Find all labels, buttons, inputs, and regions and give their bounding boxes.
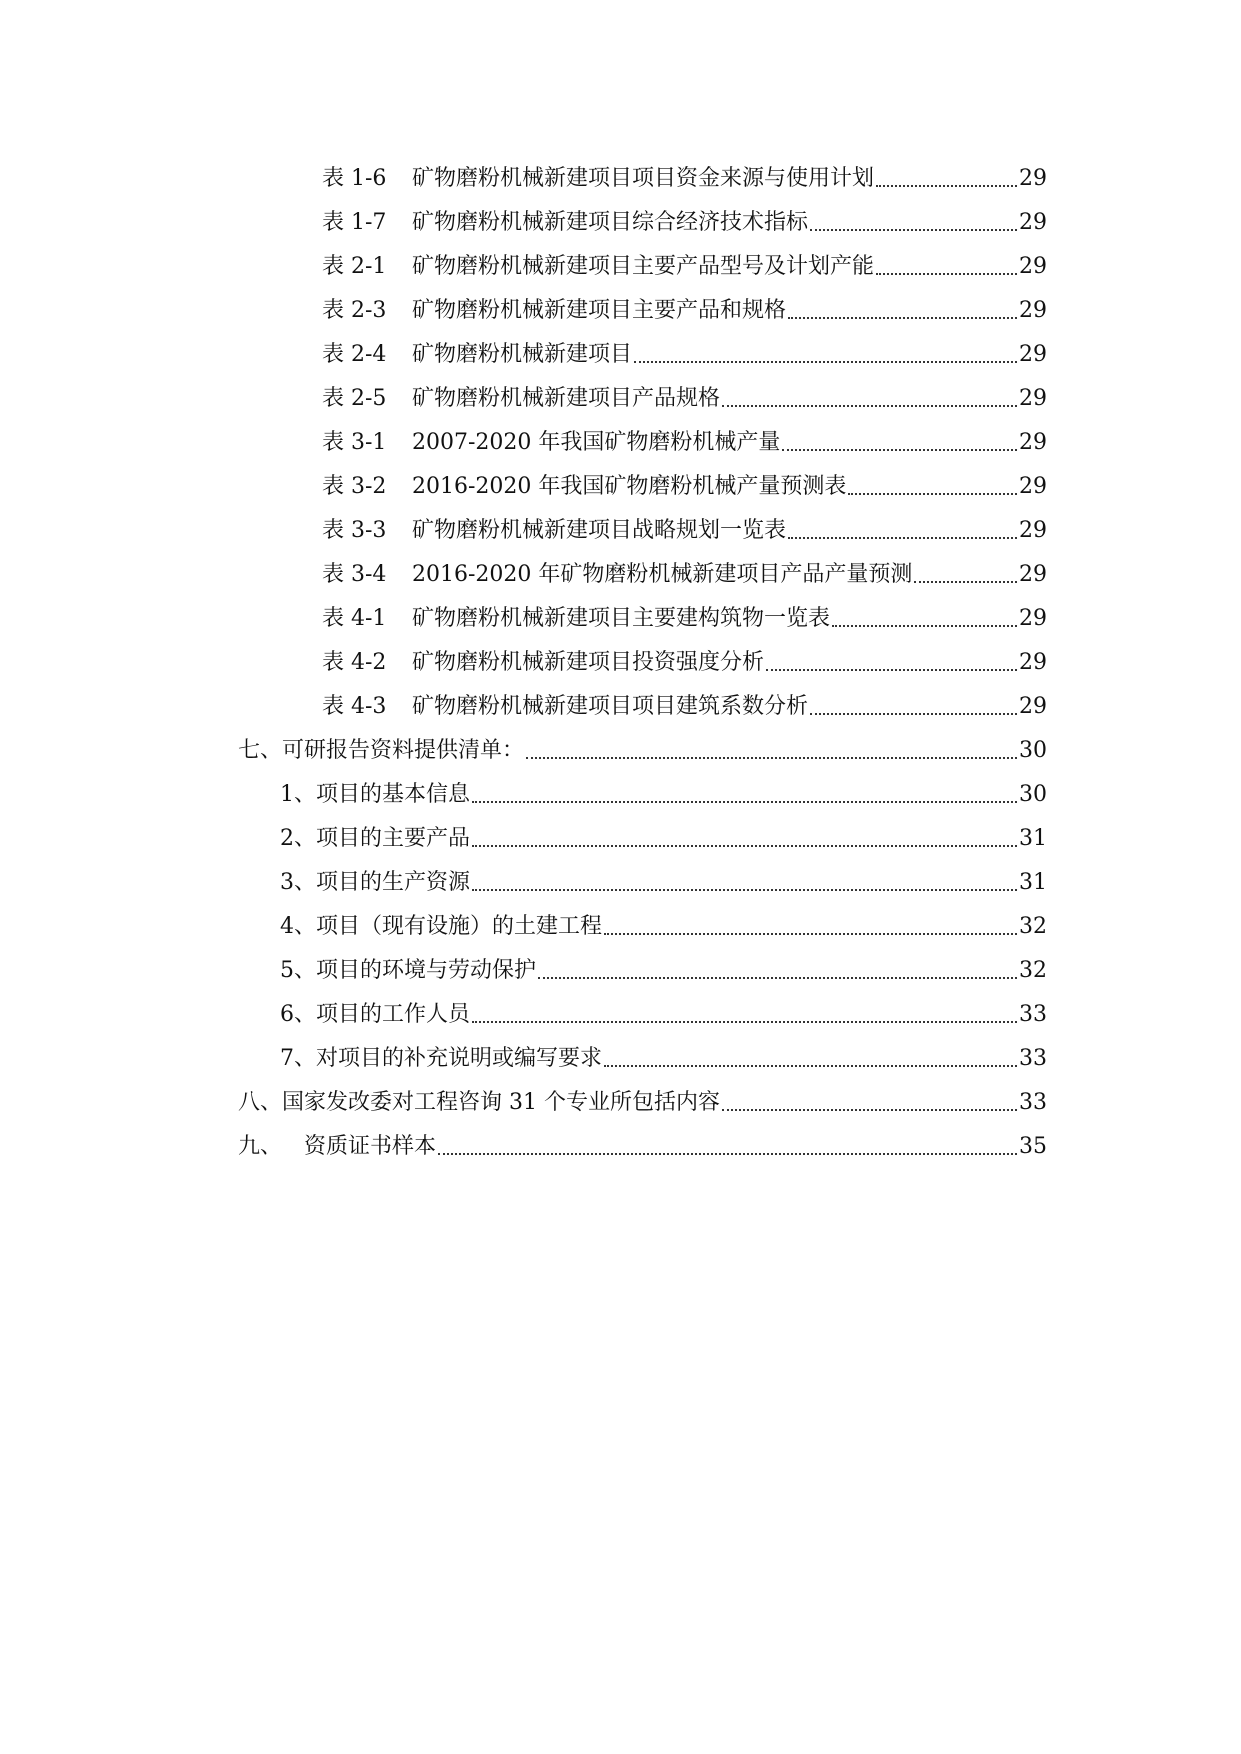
- toc-section-9[interactable]: [238, 1118, 1045, 1158]
- toc-page-number: 29: [1019, 474, 1047, 499]
- toc-subentry[interactable]: [280, 898, 1045, 938]
- toc-page-number: 29: [1019, 210, 1047, 235]
- toc-subentry-number: 6、: [280, 1002, 316, 1027]
- toc-entry-number: 表 4-1: [322, 606, 387, 631]
- toc-page-number: 30: [1019, 782, 1047, 807]
- toc-page-number: 29: [1019, 606, 1047, 631]
- toc-entry[interactable]: [322, 458, 1045, 498]
- toc-page-number: 33: [1019, 1002, 1047, 1027]
- toc-page-number: 35: [1019, 1134, 1047, 1159]
- toc-entry-title: 矿物磨粉机械新建项目主要产品型号及计划产能: [412, 254, 875, 279]
- toc-page-number: 29: [1019, 430, 1047, 455]
- dot-leader: [876, 177, 1017, 187]
- toc-entry-label: [280, 828, 470, 850]
- toc-subentry-title: 项目的主要产品: [316, 826, 471, 851]
- toc-section-7[interactable]: [238, 722, 1045, 762]
- toc-page-number: 29: [1019, 342, 1047, 367]
- toc-entry-label: [322, 168, 874, 190]
- toc-entry-title: 矿物磨粉机械新建项目: [412, 342, 633, 367]
- toc-subentry[interactable]: [280, 766, 1045, 806]
- toc-entry-title: 矿物磨粉机械新建项目综合经济技术指标: [412, 210, 809, 235]
- toc-page-number: 33: [1019, 1090, 1047, 1115]
- toc-entry-label: [280, 1004, 470, 1026]
- dot-leader: [472, 837, 1017, 847]
- toc-page-number: 29: [1019, 298, 1047, 323]
- dot-leader: [788, 529, 1017, 539]
- toc-page-number: 29: [1019, 254, 1047, 279]
- toc-entry-number: 表 2-4: [322, 342, 387, 367]
- toc-entry-title: 矿物磨粉机械新建项目主要建构筑物一览表: [412, 606, 831, 631]
- toc-page-number: 31: [1019, 870, 1047, 895]
- toc-section-number: 八、: [238, 1090, 283, 1115]
- toc-entry-number: 表 2-3: [322, 298, 387, 323]
- toc-entry[interactable]: [322, 282, 1045, 322]
- toc-entry[interactable]: [322, 326, 1045, 366]
- toc-subentry-title: 项目的生产资源: [316, 870, 471, 895]
- toc-subentry[interactable]: [280, 1030, 1045, 1070]
- toc-subentry-title: 项目的基本信息: [316, 782, 471, 807]
- toc-entry-number: 表 3-3: [322, 518, 387, 543]
- dot-leader: [472, 1013, 1017, 1023]
- toc-entry-title: 2016-2020 年矿物磨粉机械新建项目产品产量预测: [412, 562, 913, 587]
- toc-page-number: 29: [1019, 694, 1047, 719]
- toc-section-number: 七、: [238, 738, 283, 763]
- toc-entry-title: 矿物磨粉机械新建项目产品规格: [412, 386, 721, 411]
- dot-leader: [810, 221, 1017, 231]
- dot-leader: [722, 1101, 1017, 1111]
- toc-section-number: 九、: [238, 1134, 283, 1159]
- toc-section-title: 可研报告资料提供清单：: [282, 738, 525, 763]
- toc-entry-label: [280, 960, 536, 982]
- dot-leader: [634, 353, 1017, 363]
- toc-entry[interactable]: [322, 678, 1045, 718]
- toc-section-8[interactable]: [238, 1074, 1045, 1114]
- toc-page-number: 29: [1019, 562, 1047, 587]
- toc-entry-label: [280, 916, 602, 938]
- toc-page-number: 32: [1019, 914, 1047, 939]
- dot-leader: [914, 573, 1017, 583]
- toc-entry-number: 表 4-3: [322, 694, 387, 719]
- dot-leader: [438, 1145, 1017, 1155]
- dot-leader: [604, 925, 1017, 935]
- toc-subentry-number: 3、: [280, 870, 316, 895]
- toc-entry-number: 表 1-7: [322, 210, 387, 235]
- toc-entry-label: [280, 872, 470, 894]
- toc-section-title: 国家发改委对工程咨询 31 个专业所包括内容: [282, 1090, 720, 1115]
- toc-entry-title: 矿物磨粉机械新建项目项目建筑系数分析: [412, 694, 809, 719]
- toc-entry-label: [238, 1092, 720, 1114]
- toc-entry-label: [322, 300, 786, 322]
- dot-leader: [604, 1057, 1017, 1067]
- toc-entry-label: [322, 256, 874, 278]
- dot-leader: [788, 309, 1017, 319]
- toc-entry-label: [238, 740, 524, 762]
- toc-entry-label: [322, 476, 846, 498]
- toc-subentry[interactable]: [280, 810, 1045, 850]
- toc-subentry-title: 项目的环境与劳动保护: [316, 958, 537, 983]
- toc-subentry-title: 项目（现有设施）的土建工程: [316, 914, 603, 939]
- toc-entry-label: [322, 212, 808, 234]
- dot-leader: [526, 749, 1017, 759]
- toc-subentry-number: 5、: [280, 958, 316, 983]
- dot-leader: [538, 969, 1017, 979]
- toc-subentry[interactable]: [280, 986, 1045, 1026]
- toc-entry-title: 矿物磨粉机械新建项目战略规划一览表: [412, 518, 787, 543]
- toc-entry-label: [322, 608, 830, 630]
- toc-entry-number: 表 3-2: [322, 474, 387, 499]
- toc-entry-label: [322, 388, 720, 410]
- toc-entry-number: 表 3-1: [322, 430, 387, 455]
- toc-entry[interactable]: [322, 414, 1045, 454]
- toc-entry-number: 表 3-4: [322, 562, 387, 587]
- toc-page-number: 30: [1019, 738, 1047, 763]
- toc-entry-number: 表 4-2: [322, 650, 387, 675]
- toc-entry-title: 2007-2020 年我国矿物磨粉机械产量: [412, 430, 781, 455]
- toc-entry-title: 矿物磨粉机械新建项目投资强度分析: [412, 650, 765, 675]
- toc-entry-title: 矿物磨粉机械新建项目项目资金来源与使用计划: [412, 166, 875, 191]
- toc-entry-number: 表 1-6: [322, 166, 387, 191]
- toc-page-number: 33: [1019, 1046, 1047, 1071]
- dot-leader: [876, 265, 1017, 275]
- toc-section-title: 资质证书样本: [304, 1134, 437, 1159]
- toc-entry-title: 2016-2020 年我国矿物磨粉机械产量预测表: [412, 474, 847, 499]
- toc-subentry[interactable]: [280, 942, 1045, 982]
- toc-entry-label: [322, 696, 808, 718]
- toc-subentry-number: 1、: [280, 782, 316, 807]
- toc-entry[interactable]: [322, 150, 1045, 190]
- toc-subentry-title: 对项目的补充说明或编写要求: [316, 1046, 603, 1071]
- toc-subentry-title: 项目的工作人员: [316, 1002, 471, 1027]
- toc-entry-number: 表 2-5: [322, 386, 387, 411]
- toc-entry-label: [280, 1048, 602, 1070]
- toc-subentry-number: 4、: [280, 914, 316, 939]
- toc-entry-label: [322, 564, 912, 586]
- toc-entry[interactable]: [322, 502, 1045, 542]
- toc-entry-label: [322, 520, 786, 542]
- toc-page-number: 32: [1019, 958, 1047, 983]
- toc-entry-label: [238, 1136, 436, 1158]
- toc-subentry-number: 7、: [280, 1046, 316, 1071]
- toc-subentry-number: 2、: [280, 826, 316, 851]
- dot-leader: [832, 617, 1017, 627]
- toc-subentry[interactable]: [280, 854, 1045, 894]
- toc-page-number: 31: [1019, 826, 1047, 851]
- toc-entry-label: [322, 652, 764, 674]
- dot-leader: [848, 485, 1017, 495]
- toc-entry-label: [322, 344, 632, 366]
- dot-leader: [472, 881, 1017, 891]
- toc-entry-number: 表 2-1: [322, 254, 387, 279]
- toc-page-number: 29: [1019, 518, 1047, 543]
- toc-entry[interactable]: [322, 238, 1045, 278]
- dot-leader: [472, 793, 1017, 803]
- toc-entry[interactable]: [322, 194, 1045, 234]
- toc-entry[interactable]: [322, 634, 1045, 674]
- dot-leader: [766, 661, 1017, 671]
- toc-entry-title: 矿物磨粉机械新建项目主要产品和规格: [412, 298, 787, 323]
- dot-leader: [810, 705, 1017, 715]
- toc-entry[interactable]: [322, 370, 1045, 410]
- toc-entry[interactable]: [322, 590, 1045, 630]
- toc-entry-label: [280, 784, 470, 806]
- toc-entry-label: [322, 432, 780, 454]
- toc-page-number: 29: [1019, 166, 1047, 191]
- toc-page-number: 29: [1019, 386, 1047, 411]
- toc-entry[interactable]: [322, 546, 1045, 586]
- dot-leader: [722, 397, 1017, 407]
- dot-leader: [782, 441, 1017, 451]
- toc-page-number: 29: [1019, 650, 1047, 675]
